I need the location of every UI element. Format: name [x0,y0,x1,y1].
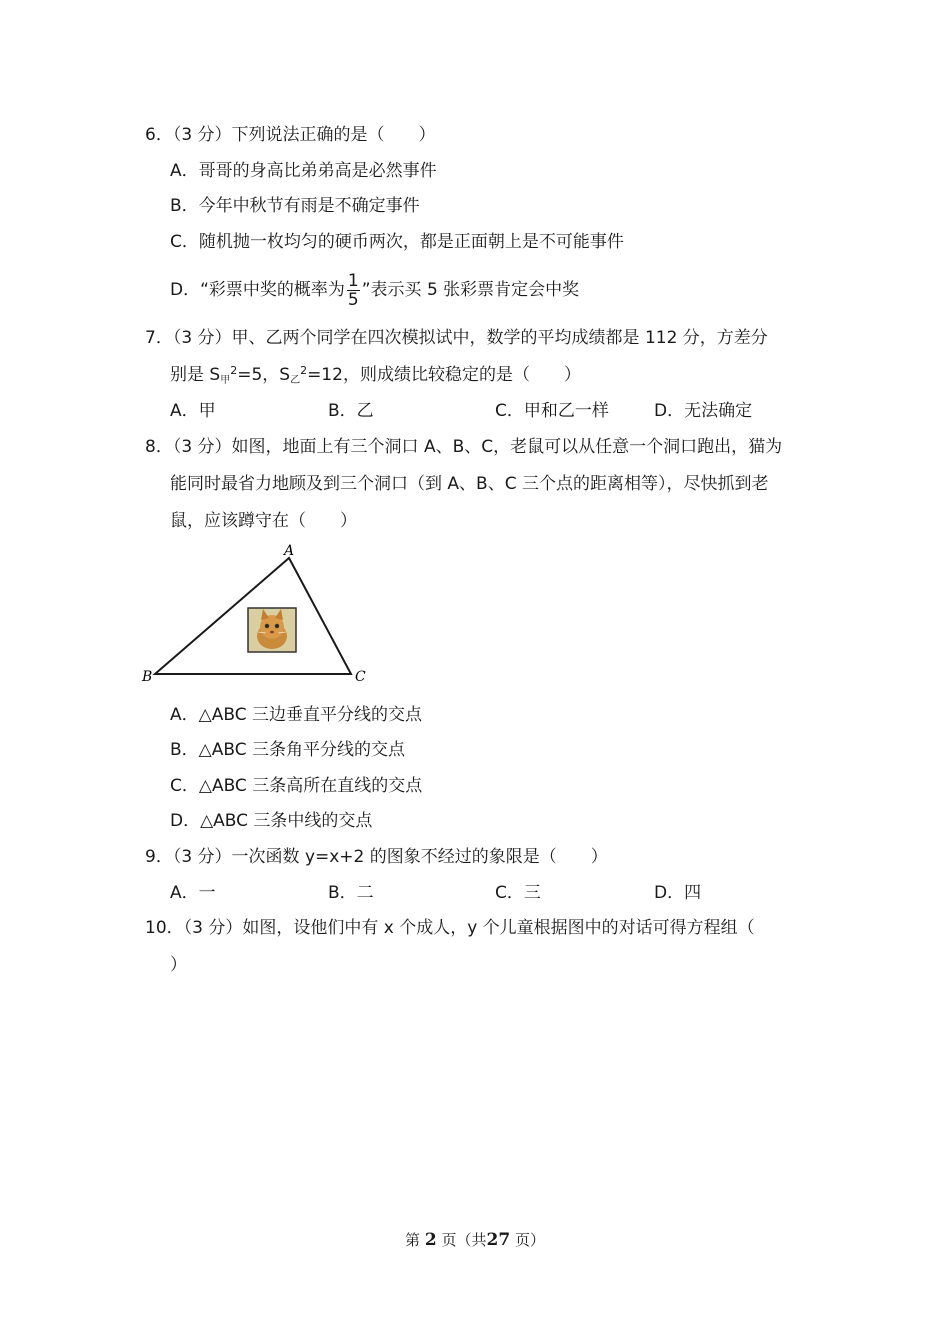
q8-stem-line3: 鼠，应该蹲守在（ ） [170,511,357,531]
label-a: A [284,543,295,559]
q7-option-a: A．甲 [170,401,216,421]
q9-option-a: A．一 [170,883,216,903]
q7-stem-line2 [170,364,581,389]
q6-d-suffix: ”表示买 5 张彩票肯定会中奖 [361,280,580,300]
q8-stem-line2: 能同时最省力地顾及到三个洞口（到 A、B、C 三个点的距离相等），尽快抓到老 [170,474,769,494]
q6-option-b: B．今年中秋节有雨是不确定事件 [170,196,420,216]
total-pages: 27 [486,1230,511,1250]
page-footer [0,1229,950,1250]
q7-text-2: =5，S [237,365,291,385]
q9-option-d: D．四 [654,883,702,903]
subscript-jia: 甲 [220,375,231,386]
q9-option-b: B．二 [328,883,374,903]
footer-suffix: 页） [514,1231,545,1249]
q7-option-b: B．乙 [328,401,374,421]
label-c: C [355,669,366,685]
q8-option-b: B．△ABC 三条角平分线的交点 [170,740,406,760]
label-b: B [142,669,153,685]
q8-stem-line1: 8．（3 分）如图，地面上有三个洞口 A、B、C，老鼠可以从任意一个洞口跑出，猫为 [145,437,783,457]
q8-option-a: A．△ABC 三边垂直平分线的交点 [170,705,422,725]
triangle-figure [138,540,378,690]
fraction [347,272,360,309]
fraction-numerator: 1 [347,270,359,291]
q6-stem: 6．（3 分）下列说法正确的是（ ） [145,125,436,145]
q6-d-prefix: D．“彩票中奖的概率为 [170,280,345,300]
superscript-2: 2 [230,364,238,377]
q7-text-3: =12，则成绩比较稳定的是（ ） [307,365,581,385]
q7-option-c: C．甲和乙一样 [495,401,609,421]
q6-option-a: A．哥哥的身高比弟弟高是必然事件 [170,161,437,181]
q7-text-1: 别是 S [170,365,221,385]
page-number: 2 [424,1230,437,1250]
superscript-2: 2 [300,364,308,377]
q9-stem: 9．（3 分）一次函数 y=x+2 的图象不经过的象限是（ ） [145,847,608,867]
footer-middle: 页（共 [441,1231,487,1249]
subscript-yi: 乙 [290,375,301,386]
cat-image [248,608,296,652]
q9-option-c: C．三 [495,883,541,903]
footer-prefix: 第 [405,1231,421,1249]
q10-stem-line2: ） [170,955,187,975]
fraction-denominator: 5 [347,289,359,310]
q10-stem-line1: 10．（3 分）如图，设他们中有 x 个成人，y 个儿童根据图中的对话可得方程组（ [145,918,755,938]
q6-option-c: C．随机抛一枚均匀的硬币两次，都是正面朝上是不可能事件 [170,232,624,252]
q8-option-c: C．△ABC 三条高所在直线的交点 [170,776,423,796]
q6-option-d [170,270,579,310]
q7-option-d: D．无法确定 [654,401,753,421]
q7-stem: 7．（3 分）甲、乙两个同学在四次模拟试中，数学的平均成绩都是 112 分，方差分 [145,328,768,348]
q8-option-d: D．△ABC 三条中线的交点 [170,811,373,831]
